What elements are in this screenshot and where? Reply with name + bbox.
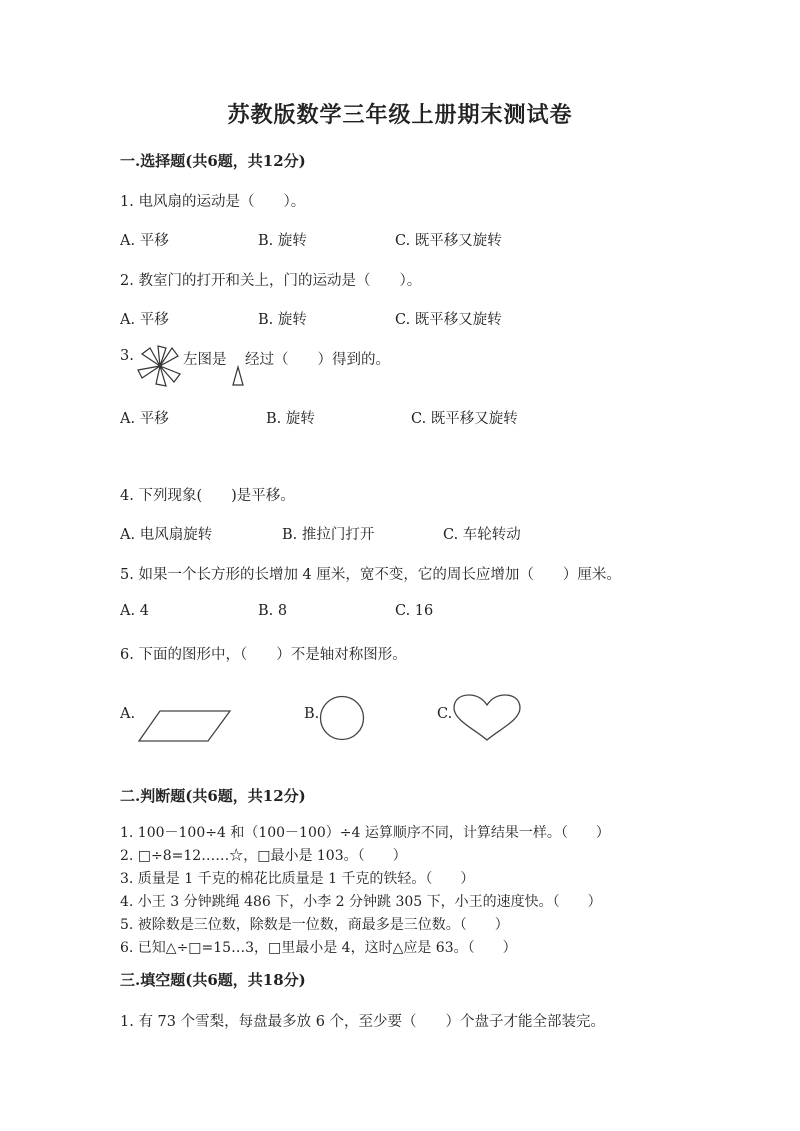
heart-figure [452, 694, 522, 742]
question-6-option-b: B. [304, 706, 320, 722]
question-2-option-c: C. 既平移又旋转 [395, 312, 502, 328]
question-5-option-a: A. 4 [120, 603, 149, 619]
circle-figure [319, 695, 365, 741]
question-4-option-a: A. 电风扇旋转 [120, 527, 213, 543]
question-5-option-b: B. 8 [258, 603, 288, 619]
page-title: 苏教版数学三年级上册期末测试卷 [227, 102, 573, 128]
question-1-stem: 1. 电风扇的运动是（ ）。 [120, 194, 306, 210]
section-heading-judge: 二.判断题(共6题，共12分) [120, 787, 306, 805]
triangle-figure [231, 366, 245, 386]
question-3-option-a: A. 平移 [120, 411, 169, 427]
question-3-tail-text: 经过（ ）得到的。 [245, 352, 390, 368]
judge-item-4: 4. 小王 3 分钟跳绳 486 下，小李 2 分钟跳 305 下，小王的速度快。（ ） [120, 894, 602, 910]
question-2-stem: 2. 教室门的打开和关上，门的运动是（ ）。 [120, 273, 422, 289]
question-2-option-a: A. 平移 [120, 312, 169, 328]
section-heading-choice: 一.选择题(共6题，共12分) [120, 152, 306, 170]
question-6-option-a: A. [120, 706, 136, 722]
fill-question-1: 1. 有 73 个雪梨，每盘最多放 6 个，至少要（ ）个盘子才能全部装完。 [120, 1014, 606, 1030]
question-5-option-c: C. 16 [395, 603, 434, 619]
parallelogram-figure [138, 710, 232, 742]
section-heading-fill: 三.填空题(共6题，共18分) [120, 971, 306, 989]
question-3-option-b: B. 旋转 [266, 411, 315, 427]
judge-item-2: 2. □÷8=12……☆，□最小是 103。（ ） [120, 848, 407, 864]
judge-item-3: 3. 质量是 1 千克的棉花比质量是 1 千克的铁轻。（ ） [120, 871, 475, 887]
question-1-option-c: C. 既平移又旋转 [395, 233, 502, 249]
question-6-stem: 6. 下面的图形中，（ ）不是轴对称图形。 [120, 647, 407, 663]
question-1-option-b: B. 旋转 [258, 233, 307, 249]
pinwheel-figure [138, 346, 182, 386]
question-4-option-c: C. 车轮转动 [443, 527, 521, 543]
judge-item-1: 1. 100－100÷4 和（100－100）÷4 运算顺序不同，计算结果一样。（ ） [120, 825, 610, 841]
question-2-option-b: B. 旋转 [258, 312, 307, 328]
question-1-option-a: A. 平移 [120, 233, 169, 249]
question-3-number: 3. [120, 348, 134, 364]
question-3-option-c: C. 既平移又旋转 [411, 411, 518, 427]
question-6-option-c: C. [437, 706, 453, 722]
judge-item-5: 5. 被除数是三位数，除数是一位数，商最多是三位数。（ ） [120, 917, 509, 933]
judge-item-6: 6. 已知△÷□=15…3，□里最小是 4，这时△应是 63。（ ） [120, 940, 517, 956]
question-4-stem: 4. 下列现象( )是平移。 [120, 488, 295, 504]
question-3-mid-text: 左图是 [183, 352, 227, 368]
question-5-stem: 5. 如果一个长方形的长增加 4 厘米，宽不变，它的周长应增加（ ）厘米。 [120, 567, 621, 583]
question-4-option-b: B. 推拉门打开 [282, 527, 375, 543]
